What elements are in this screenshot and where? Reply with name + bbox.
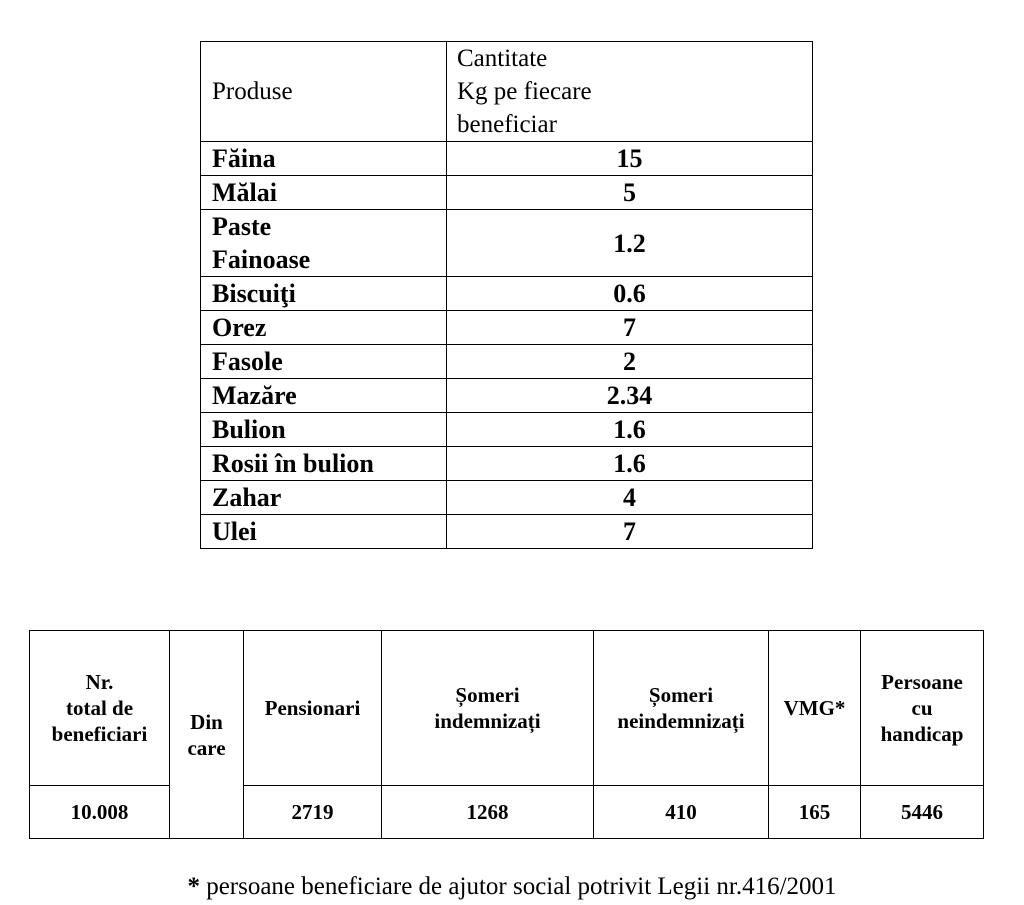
- product-row: [201, 311, 813, 345]
- header-line: indemnizați: [434, 709, 541, 733]
- product-name: Bulion: [201, 413, 447, 447]
- header-line: care: [187, 735, 226, 760]
- header-pensionari: Pensionari: [244, 631, 382, 786]
- footnote-star: *: [187, 873, 200, 900]
- value-vmg: 165: [769, 786, 861, 839]
- header-cantitate-line: Cantitate: [457, 45, 548, 72]
- header-persoane-handicap: [861, 631, 984, 786]
- header-line: Persoane: [881, 670, 963, 694]
- product-name: Mazăre: [201, 379, 447, 413]
- product-name: Zahar: [201, 481, 447, 515]
- header-line: total de: [65, 696, 134, 720]
- header-line: beneficiari: [51, 722, 148, 746]
- header-line: Șomeri: [648, 683, 714, 707]
- footnote: [0, 872, 1024, 902]
- product-qty: 15: [447, 142, 813, 176]
- product-row: [201, 277, 813, 311]
- header-line: Nr.: [85, 670, 114, 694]
- product-qty: 0.6: [447, 277, 813, 311]
- product-qty: 7: [447, 515, 813, 549]
- header-line: Din: [190, 709, 223, 734]
- product-row: [201, 379, 813, 413]
- beneficiaries-header-row: [30, 631, 984, 786]
- header-vmg: VMG*: [769, 631, 861, 786]
- product-name: Biscuiţi: [201, 277, 447, 311]
- products-header-row: [201, 42, 813, 142]
- product-row: [201, 345, 813, 379]
- product-row: [201, 515, 813, 549]
- product-qty: 2: [447, 345, 813, 379]
- product-qty: 5: [447, 176, 813, 210]
- product-name: Rosii în bulion: [201, 447, 447, 481]
- product-name-line: Fainoase: [212, 245, 311, 274]
- header-line: handicap: [880, 722, 964, 746]
- product-qty: 2.34: [447, 379, 813, 413]
- value-pensionari: 2719: [244, 786, 382, 839]
- product-row: [201, 447, 813, 481]
- product-row: [201, 413, 813, 447]
- header-someri-neindemnizati: [594, 631, 769, 786]
- product-row: [201, 176, 813, 210]
- header-total-beneficiari: [30, 631, 170, 786]
- header-cantitate-line: beneficiar: [457, 111, 557, 138]
- product-name: Ulei: [201, 515, 447, 549]
- product-qty: 1.6: [447, 447, 813, 481]
- header-someri-indemnizati: [382, 631, 594, 786]
- products-table: [200, 41, 813, 549]
- product-row: [201, 210, 813, 277]
- header-cantitate: [447, 42, 813, 142]
- product-row: [201, 142, 813, 176]
- product-qty: 4: [447, 481, 813, 515]
- product-name: Mălai: [201, 176, 447, 210]
- value-someri-neindemnizati: 410: [594, 786, 769, 839]
- header-cantitate-line: Kg pe fiecare: [457, 78, 592, 105]
- header-produse: Produse: [201, 42, 447, 142]
- product-name: Făina: [201, 142, 447, 176]
- footnote-text: persoane beneficiare de ajutor social potrivit Legii nr.416/2001: [199, 873, 837, 900]
- value-someri-indemnizati: 1268: [382, 786, 594, 839]
- product-name: Orez: [201, 311, 447, 345]
- product-qty: 1.6: [447, 413, 813, 447]
- product-qty: 7: [447, 311, 813, 345]
- product-qty: 1.2: [447, 210, 813, 277]
- header-line: Șomeri: [455, 683, 520, 707]
- product-name-line: Paste: [212, 212, 272, 241]
- beneficiaries-table: [29, 630, 984, 839]
- header-line: neindemnizați: [617, 709, 745, 733]
- product-name: [201, 210, 447, 277]
- value-total: 10.008: [30, 786, 170, 839]
- product-name: Fasole: [201, 345, 447, 379]
- product-row: [201, 481, 813, 515]
- value-handicap: 5446: [861, 786, 984, 839]
- header-line: cu: [911, 696, 933, 720]
- header-din-care: [170, 631, 244, 839]
